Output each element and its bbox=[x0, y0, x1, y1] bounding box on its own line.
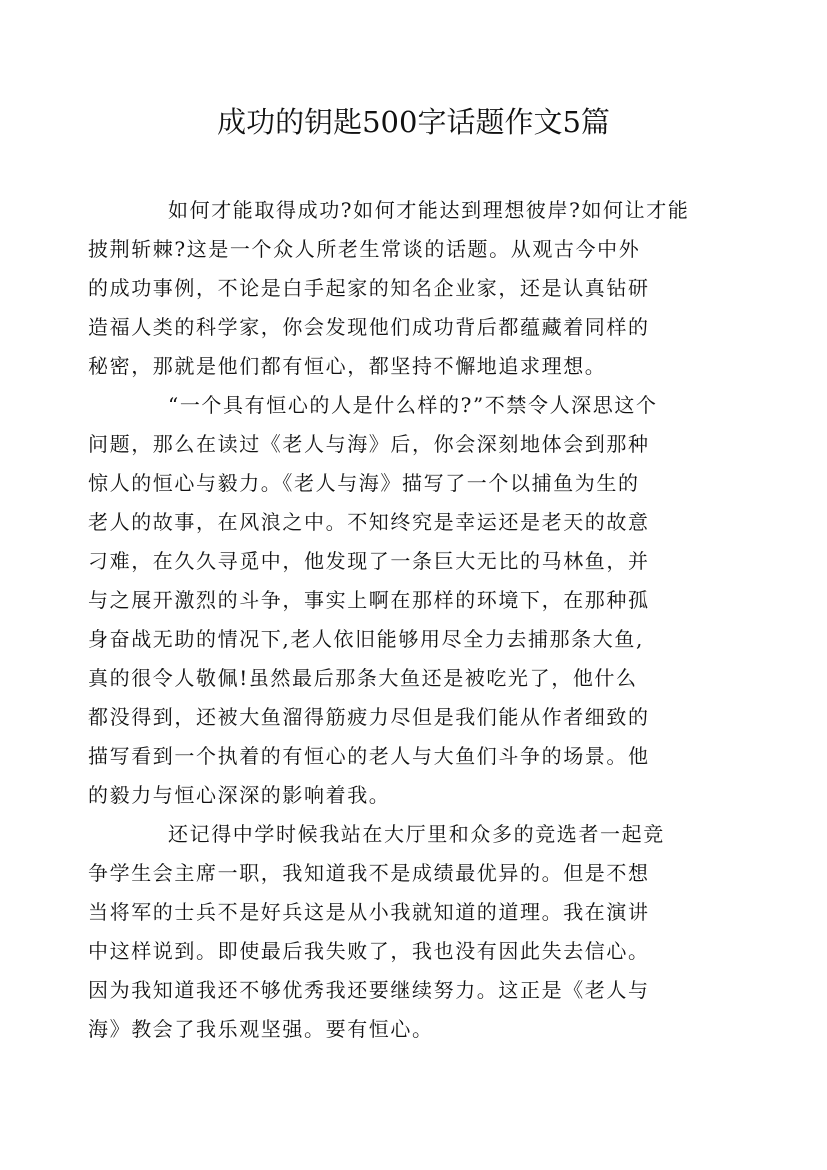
paragraph-line: 争学生会主席一职，我知道我不是成绩最优异的。但是不想 bbox=[88, 861, 650, 885]
paragraph-line: 真的很令人敬佩!虽然最后那条大鱼还是被吃光了，他什么 bbox=[88, 666, 638, 690]
paragraph-line: 因为我知道我还不够优秀我还要继续努力。这正是《老人与 bbox=[88, 978, 650, 1002]
paragraph-line: 刁难，在久久寻觅中，他发现了一条巨大无比的马林鱼，并 bbox=[88, 549, 650, 573]
document-title: 成功的钥匙500字话题作文5篇 bbox=[217, 105, 610, 139]
paragraph-line: 的成功事例，不论是白手起家的知名企业家，还是认真钻研 bbox=[88, 276, 650, 300]
paragraph-line: 秘密，那就是他们都有恒心，都坚持不懈地追求理想。 bbox=[88, 354, 607, 378]
paragraph-line: 描写看到一个执着的有恒心的老人与大鱼们斗争的场景。他 bbox=[88, 744, 650, 768]
paragraph-line: 都没得到，还被大鱼溜得筋疲力尽但是我们能从作者细致的 bbox=[88, 705, 650, 729]
paragraph-line: 造福人类的科学家，你会发现他们成功背后都蕴藏着同样的 bbox=[88, 315, 650, 339]
paragraph-line: 惊人的恒心与毅力。《老人与海》描写了一个以捕鱼为生的 bbox=[88, 471, 640, 495]
paragraph-1 bbox=[88, 191, 703, 386]
paragraph-2 bbox=[88, 386, 703, 815]
paragraph-line: 问题，那么在读过《老人与海》后，你会深刻地体会到那种 bbox=[88, 432, 650, 456]
paragraph-line: 披荆斩棘?这是一个众人所老生常谈的话题。从观古今中外 bbox=[88, 237, 641, 261]
paragraph-line: 与之展开激烈的斗争，事实上啊在那样的环境下，在那种孤 bbox=[88, 588, 650, 612]
paragraph-line: 海》教会了我乐观坚强。要有恒心。 bbox=[88, 1017, 434, 1041]
paragraph-line: 还记得中学时候我站在大厅里和众多的竞选者一起竞 bbox=[168, 822, 665, 846]
paragraph-line: 身奋战无助的情况下,老人依旧能够用尽全力去捕那条大鱼, bbox=[88, 627, 644, 651]
document-body bbox=[88, 191, 703, 1049]
paragraph-3 bbox=[88, 815, 703, 1049]
paragraph-line: 当将军的士兵不是好兵这是从小我就知道的道理。我在演讲 bbox=[88, 900, 650, 924]
paragraph-line: 中这样说到。即使最后我失败了，我也没有因此失去信心。 bbox=[88, 939, 650, 963]
paragraph-line: “一个具有恒心的人是什么样的?”不禁令人深思这个 bbox=[168, 393, 658, 417]
paragraph-line: 的毅力与恒心深深的影响着我。 bbox=[88, 783, 391, 807]
paragraph-line: 如何才能取得成功?如何才能达到理想彼岸?如何让才能 bbox=[168, 198, 690, 222]
paragraph-line: 老人的故事，在风浪之中。不知终究是幸运还是老天的故意 bbox=[88, 510, 650, 534]
